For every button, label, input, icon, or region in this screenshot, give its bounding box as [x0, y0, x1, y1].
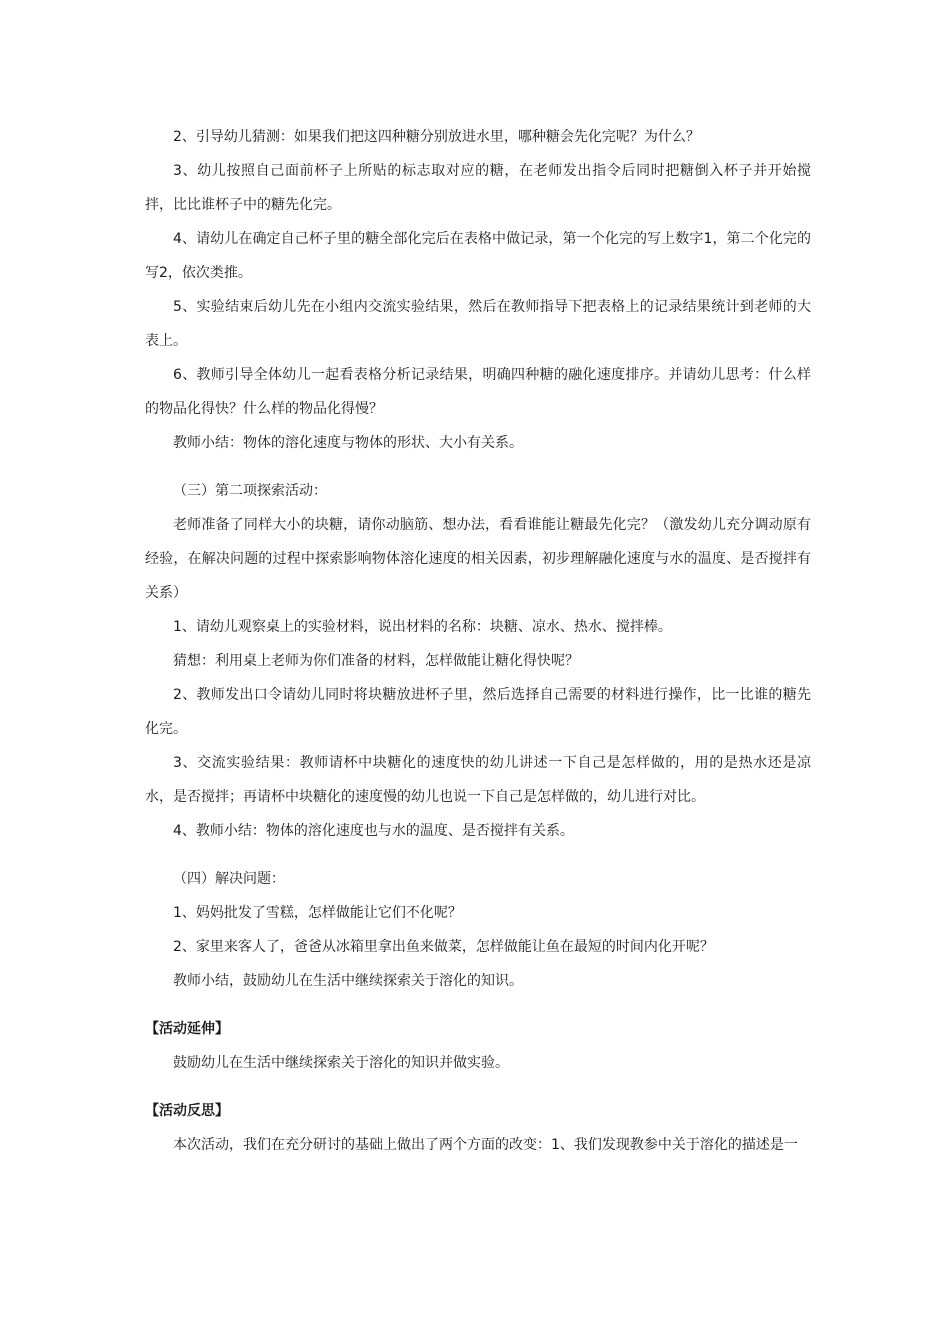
paragraph-teacher-summary-3: 教师小结，鼓励幼儿在生活中继续探索关于溶化的知识。 — [173, 973, 523, 989]
section-spacer — [145, 460, 811, 474]
paragraph-analyze-results: 6、教师引导全体幼儿一起看表格分析记录结果，明确四种糖的融化速度排序。并请幼儿思考：什么样的物品化得快？什么样的物品化得慢？ — [145, 367, 811, 417]
paragraph-teacher-summary-1: 教师小结：物体的溶化速度与物体的形状、大小有关系。 — [173, 435, 523, 451]
heading-activity-reflection: 【活动反思】 — [145, 1103, 229, 1119]
paragraph-share-results: 3、交流实验结果：教师请杯中块糖化的速度快的幼儿讲述一下自己是怎样做的，用的是热水还是凉水，是否搅拌；再请杯中块糖化的速度慢的幼儿也说一下自己是怎样做的，幼儿进行对比。 — [145, 755, 811, 805]
section-title-second-exploration: （三）第二项探索活动： — [173, 483, 327, 499]
document-body — [145, 120, 811, 1162]
paragraph-teacher-summary-2: 4、教师小结：物体的溶化速度也与水的温度、是否搅拌有关系。 — [173, 823, 574, 839]
paragraph-guess-question: 2、引导幼儿猜测：如果我们把这四种糖分别放进水里，哪种糖会先化完呢？为什么？ — [173, 129, 700, 145]
paragraph-reflection-text: 本次活动，我们在充分研讨的基础上做出了两个方面的改变：1、我们发现教参中关于溶化的描述是一 — [173, 1137, 798, 1153]
paragraph-observe-materials: 1、请幼儿观察桌上的实验材料，说出材料的名称：块糖、凉水、热水、搅拌棒。 — [173, 619, 672, 635]
paragraph-hypothesis: 猜想：利用桌上老师为你们准备的材料，怎样做能让糖化得快呢？ — [173, 653, 579, 669]
section-spacer — [145, 1080, 811, 1094]
paragraph-extension-text: 鼓励幼儿在生活中继续探索关于溶化的知识并做实验。 — [173, 1055, 509, 1071]
paragraph-popsicle-question: 1、妈妈批发了雪糕，怎样做能让它们不化呢？ — [173, 905, 462, 921]
paragraph-fish-thaw-question: 2、家里来客人了，爸爸从冰箱里拿出鱼来做菜，怎样做能让鱼在最短的时间内化开呢？ — [173, 939, 714, 955]
paragraph-dissolve-race: 3、幼儿按照自己面前杯子上所贴的标志取对应的糖，在老师发出指令后同时把糖倒入杯子并开始搅拌，比比谁杯子中的糖先化完。 — [145, 163, 811, 213]
paragraph-group-discussion: 5、实验结束后幼儿先在小组内交流实验结果，然后在教师指导下把表格上的记录结果统计到老师的大表上。 — [145, 299, 811, 349]
section-title-solve-problems: （四）解决问题： — [173, 871, 285, 887]
heading-activity-extension: 【活动延伸】 — [145, 1021, 229, 1037]
paragraph-record-order: 4、请幼儿在确定自己杯子里的糖全部化完后在表格中做记录，第一个化完的写上数字1，第二个化完的写2，依次类推。 — [145, 231, 811, 281]
paragraph-operate-materials: 2、教师发出口令请幼儿同时将块糖放进杯子里，然后选择自己需要的材料进行操作，比一比谁的糖先化完。 — [145, 687, 811, 737]
section-spacer — [145, 848, 811, 862]
paragraph-sugar-challenge: 老师准备了同样大小的块糖，请你动脑筋、想办法，看看谁能让糖最先化完？（激发幼儿充分调动原有经验，在解决问题的过程中探索影响物体溶化速度的相关因素，初步理解融化速度与水的温度、是否搅拌有关系） — [145, 517, 811, 601]
section-spacer — [145, 998, 811, 1012]
